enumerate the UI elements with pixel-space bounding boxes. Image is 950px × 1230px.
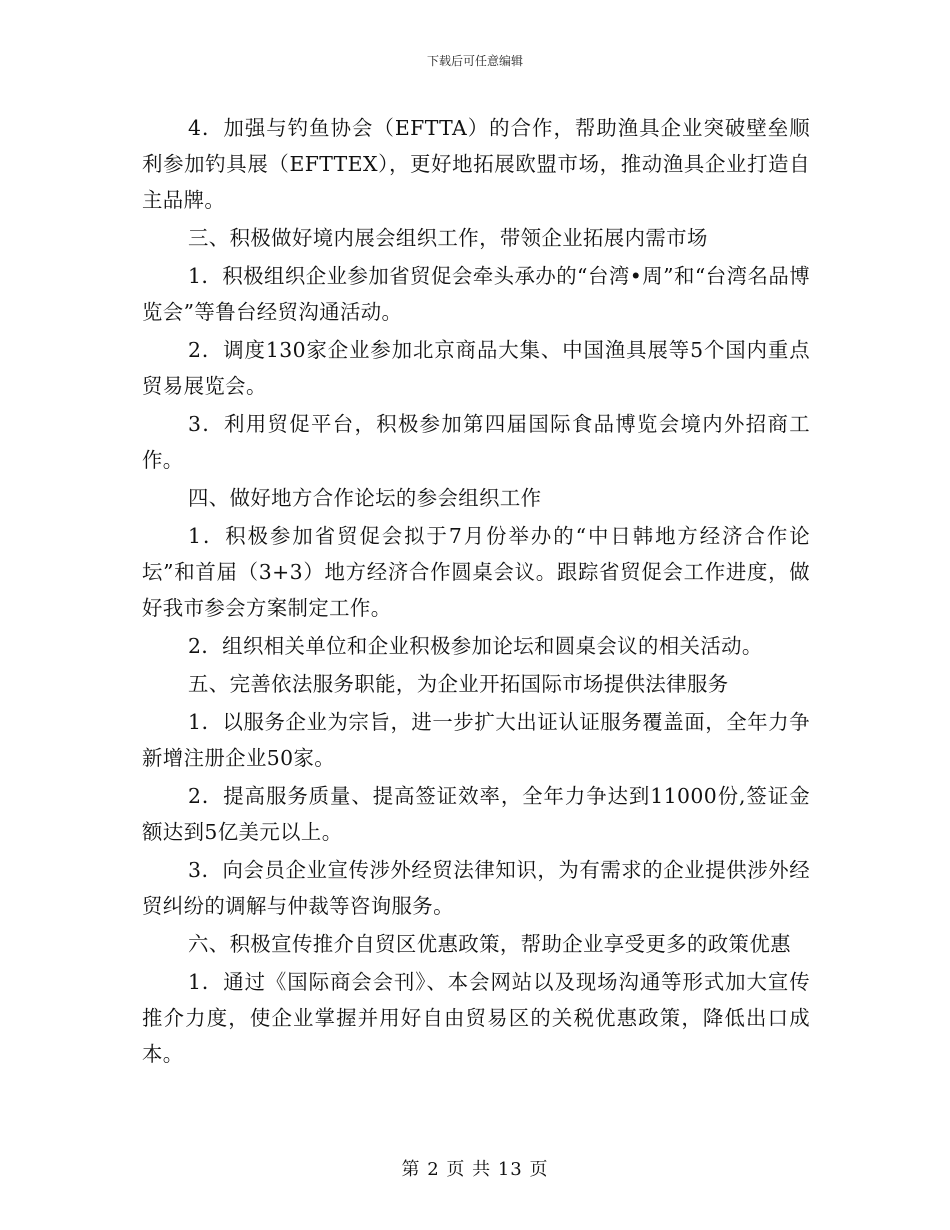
paragraph-item-4-eftta: 4．加强与钓鱼协会（EFTTA）的合作，帮助渔具企业突破壁垒顺利参加钓具展（EFTTEX），更好地拓展欧盟市场，推动渔具企业打造自主品牌。 <box>142 116 810 212</box>
page-header: 下载后可任意编辑 <box>426 54 523 68</box>
section-heading-3: 三、积极做好境内展会组织工作，带领企业拓展内需市场 <box>188 226 708 250</box>
paragraph-3-2: 2．调度130家企业参加北京商品大集、中国渔具展等5个国内重点贸易展览会。 <box>142 338 810 398</box>
paragraph-3-3: 3．利用贸促平台，积极参加第四届国际食品博览会境内外招商工作。 <box>142 412 810 472</box>
document-body <box>142 110 810 1072</box>
paragraph-4-1: 1．积极参加省贸促会拟于7月份举办的“中日韩地方经济合作论坛”和首届（3+3）地方经济合作圆桌会议。跟踪省贸促会工作进度，做好我市参会方案制定工作。 <box>142 524 810 620</box>
paragraph-4-2: 2．组织相关单位和企业积极参加论坛和圆桌会议的相关活动。 <box>188 634 763 658</box>
section-heading-6: 六、积极宣传推介自贸区优惠政策，帮助企业享受更多的政策优惠 <box>188 932 791 956</box>
paragraph-6-1: 1．通过《国际商会会刊》、本会网站以及现场沟通等形式加大宣传推介力度，使企业掌握并用好自由贸易区的关税优惠政策，降低出口成本。 <box>142 970 810 1066</box>
section-heading-4: 四、做好地方合作论坛的参会组织工作 <box>188 486 542 510</box>
paragraph-5-1: 1．以服务企业为宗旨，进一步扩大出证认证服务覆盖面，全年力争新增注册企业50家。 <box>142 710 810 770</box>
paragraph-5-2: 2．提高服务质量、提高签证效率，全年力争达到11000份,签证金额达到5亿美元以上。 <box>142 784 810 844</box>
paragraph-3-1: 1．积极组织企业参加省贸促会牵头承办的“台湾•周”和“台湾名品博览会”等鲁台经贸沟通活动。 <box>142 264 810 324</box>
section-heading-5: 五、完善依法服务职能，为企业开拓国际市场提供法律服务 <box>188 672 729 696</box>
page-number-footer: 第 2 页 共 13 页 <box>401 1159 549 1180</box>
paragraph-5-3: 3．向会员企业宣传涉外经贸法律知识，为有需求的企业提供涉外经贸纠纷的调解与仲裁等咨询服务。 <box>142 858 810 918</box>
